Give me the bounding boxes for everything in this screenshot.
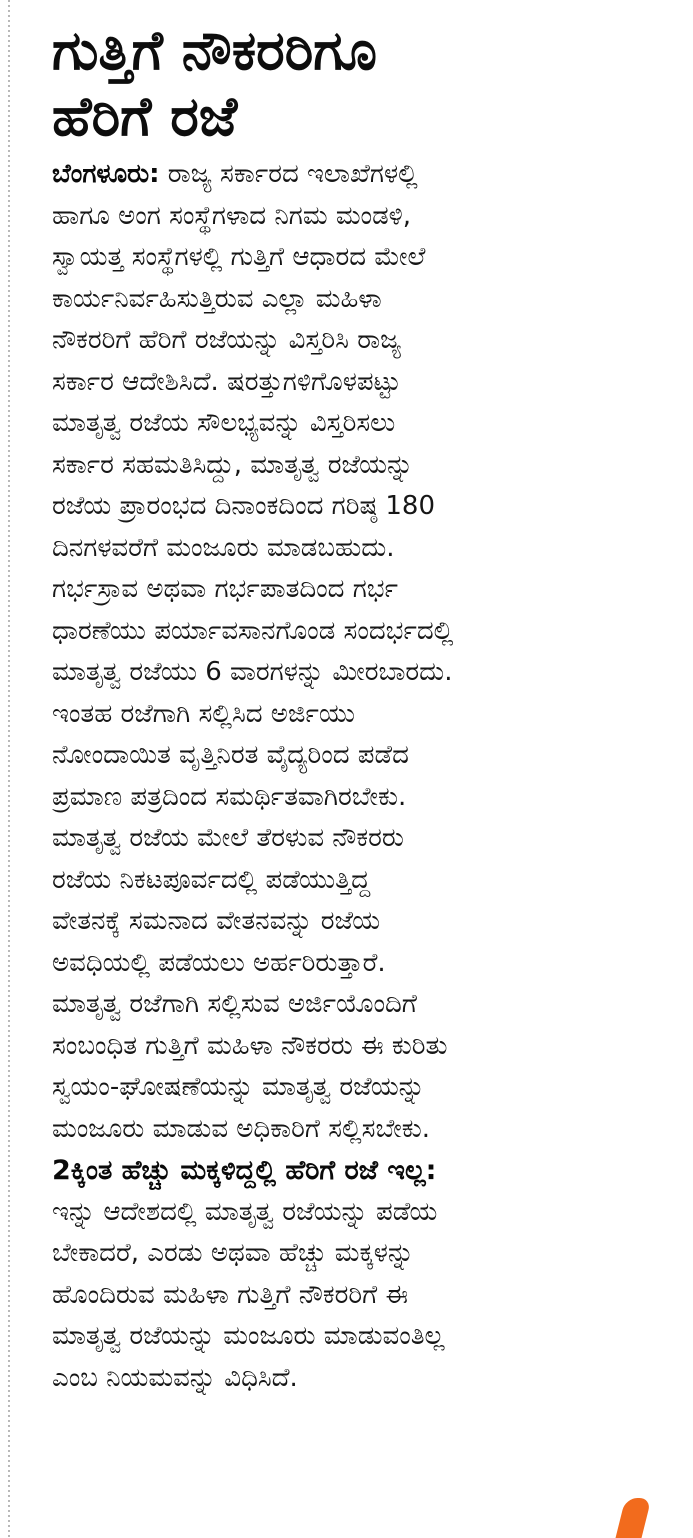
body-line: ಸಂಬಂಧಿತ ಗುತ್ತಿಗೆ ಮಹಿಳಾ ನೌಕರರು ಈ ಕುರಿತು: [52, 1030, 448, 1061]
body-line: ನೌಕರರಿಗೆ ಹೆರಿಗೆ ರಜೆಯನ್ನು ವಿಸ್ತರಿಸಿ ರಾಜ್ಯ: [52, 325, 402, 355]
column-rule: [8, 0, 10, 1538]
body-line: ಸರ್ಕಾರ ಆದೇಶಿಸಿದೆ. ಷರತ್ತುಗಳಿಗೊಳಪಟ್ಟು: [52, 366, 401, 397]
body-line: ರಜೆಯ ಪ್ರಾರಂಭದ ದಿನಾಂಕದಿಂದ ಗರಿಷ್ಠ 180: [52, 491, 436, 521]
body-line: ಮಾತೃತ್ವ ರಜೆಯ ಮೇಲೆ ತೆರಳುವ ನೌಕರರು: [52, 823, 404, 853]
body-line: ಗರ್ಭಸ್ರಾವ ಅಥವಾ ಗರ್ಭಪಾತದಿಂದ ಗರ್ಭ: [52, 574, 399, 604]
subhead-text: 2ಕ್ಕಿಂತ ಹೆಚ್ಚು ಮಕ್ಕಳಿದ್ದಲ್ಲಿ ಹೆರಿಗೆ ರಜೆ ಇಲ್ಲ:: [52, 1155, 437, 1186]
news-article: [52, 18, 662, 1399]
article-body: [52, 154, 662, 1399]
body-line: ಮಂಜೂರು ಮಾಡುವ ಅಧಿಕಾರಿಗೆ ಸಲ್ಲಿಸಬೇಕು.: [52, 1113, 430, 1144]
body-line: ಮಾತೃತ್ವ ರಜೆಯು 6 ವಾರಗಳನ್ನು ಮೀರಬಾರದು.: [52, 657, 453, 687]
body-line: ಪ್ರಮಾಣ ಪತ್ರದಿಂದ ಸಮರ್ಥಿತವಾಗಿರಬೇಕು.: [52, 781, 407, 812]
body-line: ಧಾರಣೆಯು ಪರ್ಯಾವಸಾನಗೊಂಡ ಸಂದರ್ಭದಲ್ಲಿ: [52, 615, 454, 646]
orange-accent-mark: [611, 1498, 652, 1538]
headline-line-1: ಗುತ್ತಿಗೆ ನೌಕರರಿಗೂ: [52, 19, 377, 82]
body-line: ಸರ್ಕಾರ ಸಹಮತಿಸಿದ್ದು, ಮಾತೃತ್ವ ರಜೆಯನ್ನು: [52, 449, 414, 480]
headline-line-2: ಹೆರಿಗೆ ರಜೆ: [52, 85, 238, 148]
body-line: ಮಾತೃತ್ವ ರಜೆಗಾಗಿ ಸಲ್ಲಿಸುವ ಅರ್ಜಿಯೊಂದಿಗೆ: [52, 989, 417, 1019]
body-line-text: ರಾಜ್ಯ ಸರ್ಕಾರದ ಇಲಾಖೆಗಳಲ್ಲಿ: [159, 159, 418, 189]
body-line: ರಜೆಯ ನಿಕಟಪೂರ್ವದಲ್ಲಿ ಪಡೆಯುತ್ತಿದ್ದ: [52, 864, 371, 895]
body-line: ಮಾತೃತ್ವ ರಜೆಯನ್ನು ಮಂಜೂರು ಮಾಡುವಂತಿಲ್ಲ: [52, 1321, 445, 1351]
body-line: [52, 154, 662, 196]
dateline: ಬೆಂಗಳೂರು:: [52, 159, 160, 189]
body-line: ನೋಂದಾಯಿತ ವೃತ್ತಿನಿರತ ವೈದ್ಯರಿಂದ ಪಡೆದ: [52, 740, 409, 770]
body-line: ಬೇಕಾದರೆ, ಎರಡು ಅಥವಾ ಹೆಚ್ಚು ಮಕ್ಕಳನ್ನು: [52, 1238, 415, 1268]
body-line: ಅವಧಿಯಲ್ಲಿ ಪಡೆಯಲು ಅರ್ಹರಿರುತ್ತಾರೆ.: [52, 947, 386, 978]
body-line: ದಿನಗಳವರೆಗೆ ಮಂಜೂರು ಮಾಡಬಹುದು.: [52, 532, 395, 563]
body-line: ಇಂತಹ ರಜೆಗಾಗಿ ಸಲ್ಲಿಸಿದ ಅರ್ಜಿಯು: [52, 698, 355, 729]
body-line: ಸ್ವಯಂ-ಘೋಷಣೆಯನ್ನು ಮಾತೃತ್ವ ರಜೆಯನ್ನು: [52, 1072, 425, 1102]
headline: [52, 18, 662, 150]
body-line: ಕಾರ್ಯನಿರ್ವಹಿಸುತ್ತಿರುವ ಎಲ್ಲಾ ಮಹಿಳಾ: [52, 283, 382, 314]
body-line: ಸ್ವಾಯತ್ತ ಸಂಸ್ಥೆಗಳಲ್ಲಿ ಗುತ್ತಿಗೆ ಆಧಾರದ ಮೇಲೆ: [52, 242, 426, 272]
subhead: [52, 1150, 662, 1192]
body-line: ಹಾಗೂ ಅಂಗ ಸಂಸ್ಥೆಗಳಾದ ನಿಗಮ ಮಂಡಳಿ,: [52, 200, 412, 231]
body-line: ಎಂಬ ನಿಯಮವನ್ನು ವಿಧಿಸಿದೆ.: [52, 1362, 298, 1393]
body-line: ಇನ್ನು ಆದೇಶದಲ್ಲಿ ಮಾತೃತ್ವ ರಜೆಯನ್ನು ಪಡೆಯ: [52, 1196, 438, 1227]
body-line: ಹೊಂದಿರುವ ಮಹಿಳಾ ಗುತ್ತಿಗೆ ನೌಕರರಿಗೆ ಈ: [52, 1279, 409, 1310]
body-line: ವೇತನಕ್ಕೆ ಸಮನಾದ ವೇತನವನ್ನು ರಜೆಯ: [52, 906, 381, 936]
body-line: ಮಾತೃತ್ವ ರಜೆಯ ಸೌಲಭ್ಯವನ್ನು ವಿಸ್ತರಿಸಲು: [52, 408, 396, 438]
